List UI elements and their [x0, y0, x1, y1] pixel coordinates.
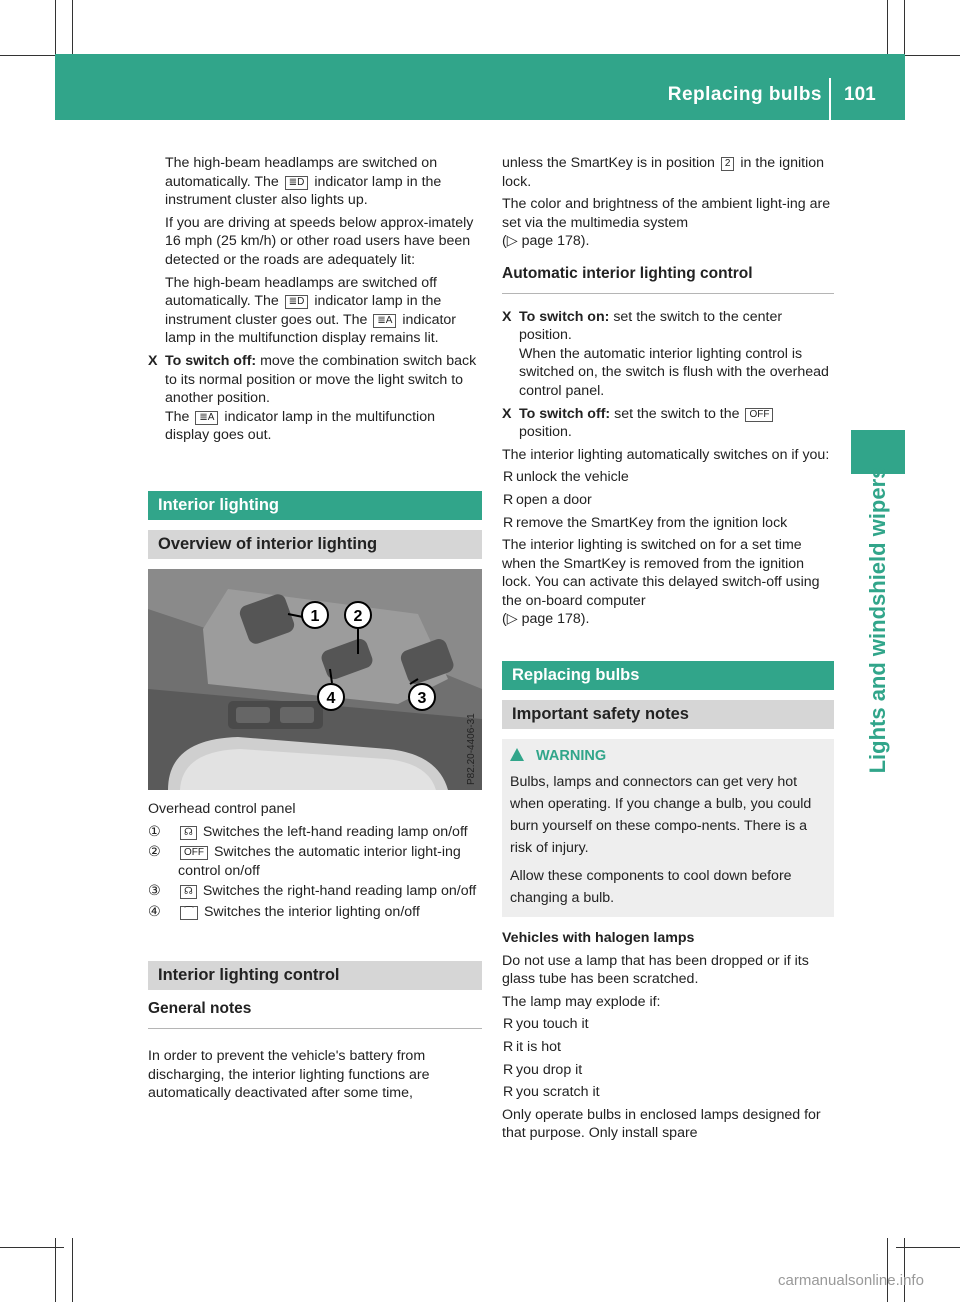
crop-mark: [72, 1238, 73, 1302]
bullet-marker: R: [503, 1061, 514, 1078]
paragraph: Do not use a lamp that has been dropped or if its glass tube has been scratched.: [502, 952, 809, 988]
left-column: [148, 154, 482, 1107]
step-marker: X: [148, 352, 158, 369]
list-text: remove the SmartKey from the ignition lock: [516, 514, 788, 531]
callout-1: [302, 602, 328, 628]
section-heading: Interior lighting: [148, 491, 482, 520]
high-beam-icon: ≣D: [285, 176, 309, 190]
subheading: Vehicles with halogen lamps: [502, 930, 695, 947]
legend-number: ②: [148, 844, 161, 861]
interior-lighting-icon: ⌒: [180, 906, 198, 920]
text: The high-beam headlamps are switched on automatically. The: [165, 155, 438, 190]
list-item: [502, 1061, 834, 1080]
text: unless the SmartKey is in position: [502, 155, 715, 171]
list-text: you touch it: [516, 1016, 589, 1033]
paragraph: Only operate bulbs in enclosed lamps designed for that purpose. Only install spare: [502, 1106, 821, 1142]
chapter-title: Lights and windshield wipers: [865, 466, 890, 774]
callout-4: [318, 684, 344, 710]
warning-icon: [510, 748, 524, 761]
bullet-marker: R: [503, 469, 514, 486]
heading-general-notes: General notes: [148, 1000, 482, 1029]
step-label: To switch on:: [519, 308, 610, 325]
list-text: open a door: [516, 491, 592, 508]
paragraph: The lamp may explode if:: [502, 993, 661, 1010]
legend-number: ③: [148, 883, 161, 900]
svg-text:3: 3: [417, 689, 427, 707]
watermark: carmanualsonline.info: [778, 1272, 924, 1289]
high-beam-icon: ≣D: [285, 295, 309, 309]
text: indicator lamp in the multifunction display remains lit.: [165, 311, 457, 347]
section-heading: Replacing bulbs: [502, 661, 834, 690]
step-label: To switch off:: [519, 405, 611, 422]
warning-text: Allow these components to cool down before changing a bulb.: [510, 868, 792, 907]
list-text: it is hot: [516, 1039, 561, 1056]
warning-heading: [510, 745, 826, 767]
step-text: position.: [519, 424, 572, 441]
svg-text:2: 2: [353, 607, 363, 625]
legend-number: ④: [148, 903, 161, 920]
list-item: [502, 491, 834, 510]
subsection-heading: Overview of interior lighting: [148, 530, 482, 559]
page-title: Replacing bulbs: [667, 84, 822, 105]
page-reference: (▷ page 178).: [502, 233, 590, 250]
bullet-marker: R: [503, 1039, 514, 1056]
automatic-lighting-off-icon: OFF: [180, 846, 208, 860]
reading-lamp-icon: ☊: [180, 885, 197, 899]
text: The interior lighting is switched on for a set time when the SmartKey is removed from the ignition lock. You can activate this delayed switch-off using the on-board computer: [502, 537, 820, 609]
crop-mark: [887, 1238, 888, 1302]
legend-text: Switches the right-hand reading lamp on/off: [202, 883, 477, 900]
legend-number: ①: [148, 823, 161, 840]
figure-code: P82.20-4406-31: [466, 713, 477, 785]
list-item: [502, 468, 834, 487]
list-item: [502, 514, 834, 533]
page-reference: (▷ page 178).: [502, 611, 590, 628]
legend-item: [148, 843, 482, 880]
step-label: To switch off:: [165, 352, 257, 369]
overhead-panel-illustration: [148, 569, 482, 790]
reading-lamp-icon: ☊: [180, 826, 197, 840]
paragraph: [148, 154, 482, 210]
warning-title: WARNING: [536, 748, 607, 765]
legend-item: [148, 823, 482, 842]
warning-box: [502, 739, 834, 917]
bullet-marker: R: [503, 491, 514, 508]
legend-text: Switches the left-hand reading lamp on/off: [202, 823, 468, 840]
step-marker: X: [502, 308, 512, 325]
step-text: When the automatic interior lighting control is switched on, the switch is flush with the overhead control panel.: [519, 345, 829, 399]
paragraph: [502, 536, 834, 629]
list-item: [502, 1083, 834, 1102]
header-divider: [829, 78, 831, 122]
warning-text: Bulbs, lamps and connectors can get very hot when operating. If you change a bulb, you could burn yourself on these compo-nents. There is a risk of injury.: [510, 774, 812, 857]
paragraph: In order to prevent the vehicle's battery from discharging, the interior lighting functions are automatically deactivated after some time,: [148, 1048, 430, 1102]
step-text: set the switch to the: [614, 405, 740, 422]
callout-3: [409, 684, 435, 710]
bullet-marker: R: [503, 1016, 514, 1033]
step-text: move the combination switch back to its normal position or move the light switch to another position.: [165, 352, 477, 407]
automatic-lighting-off-icon: OFF: [745, 408, 773, 422]
text: in the ignition lock.: [502, 155, 824, 190]
svg-text:4: 4: [326, 689, 336, 707]
list-item: [502, 1015, 834, 1034]
figure-caption: Overhead control panel: [148, 800, 296, 817]
paragraph: [502, 195, 834, 251]
page-number: 101: [844, 84, 876, 105]
callout-2: [345, 602, 371, 628]
text: indicator lamp in the instrument cluster goes out. The: [165, 293, 442, 328]
text: The color and brightness of the ambient light-ing are set via the multimedia system: [502, 196, 831, 231]
instruction-step: [502, 308, 834, 401]
list-text: you drop it: [516, 1061, 583, 1078]
paragraph: [502, 154, 834, 191]
bullet-marker: R: [503, 514, 514, 531]
legend-item: [148, 903, 482, 922]
list-text: unlock the vehicle: [516, 469, 629, 486]
legend-item: [148, 882, 482, 901]
text: indicator lamp in the multifunction display goes out.: [165, 408, 435, 444]
text: The high-beam headlamps are switched off automatically. The: [165, 274, 437, 310]
key-position-icon: 2: [721, 157, 735, 171]
bullet-marker: R: [503, 1084, 514, 1101]
legend-text: Switches the interior lighting on/off: [203, 903, 420, 920]
subsection-heading: Interior lighting control: [148, 961, 482, 990]
crop-mark: [896, 1247, 960, 1248]
instruction-step: [148, 352, 482, 445]
adaptive-high-beam-icon: ≣A: [195, 411, 218, 425]
step-marker: X: [502, 405, 512, 422]
right-column: [502, 154, 834, 1147]
text: indicator lamp in the instrument cluster also lights up.: [165, 173, 442, 209]
adaptive-high-beam-icon: ≣A: [373, 314, 396, 328]
list-text: you scratch it: [516, 1084, 600, 1101]
list-item: [502, 1038, 834, 1057]
crop-mark: [0, 1247, 64, 1248]
overhead-panel-photo: [148, 569, 482, 790]
paragraph: If you are driving at speeds below approx-imately 16 mph (25 km/h) or other road users have been detected or the roads are adequately lit:: [165, 214, 474, 268]
step-text: set the switch to the center position.: [519, 308, 783, 344]
text: The: [165, 408, 190, 425]
heading-automatic-control: Automatic interior lighting control: [502, 265, 834, 294]
subsection-heading: Important safety notes: [502, 700, 834, 729]
instruction-step: [502, 405, 834, 442]
paragraph: [148, 274, 482, 348]
legend-text: Switches the automatic interior light-ing control on/off: [178, 844, 461, 879]
paragraph: The interior lighting automatically switches on if you:: [502, 446, 830, 463]
svg-text:1: 1: [310, 607, 320, 625]
crop-mark: [896, 55, 960, 56]
